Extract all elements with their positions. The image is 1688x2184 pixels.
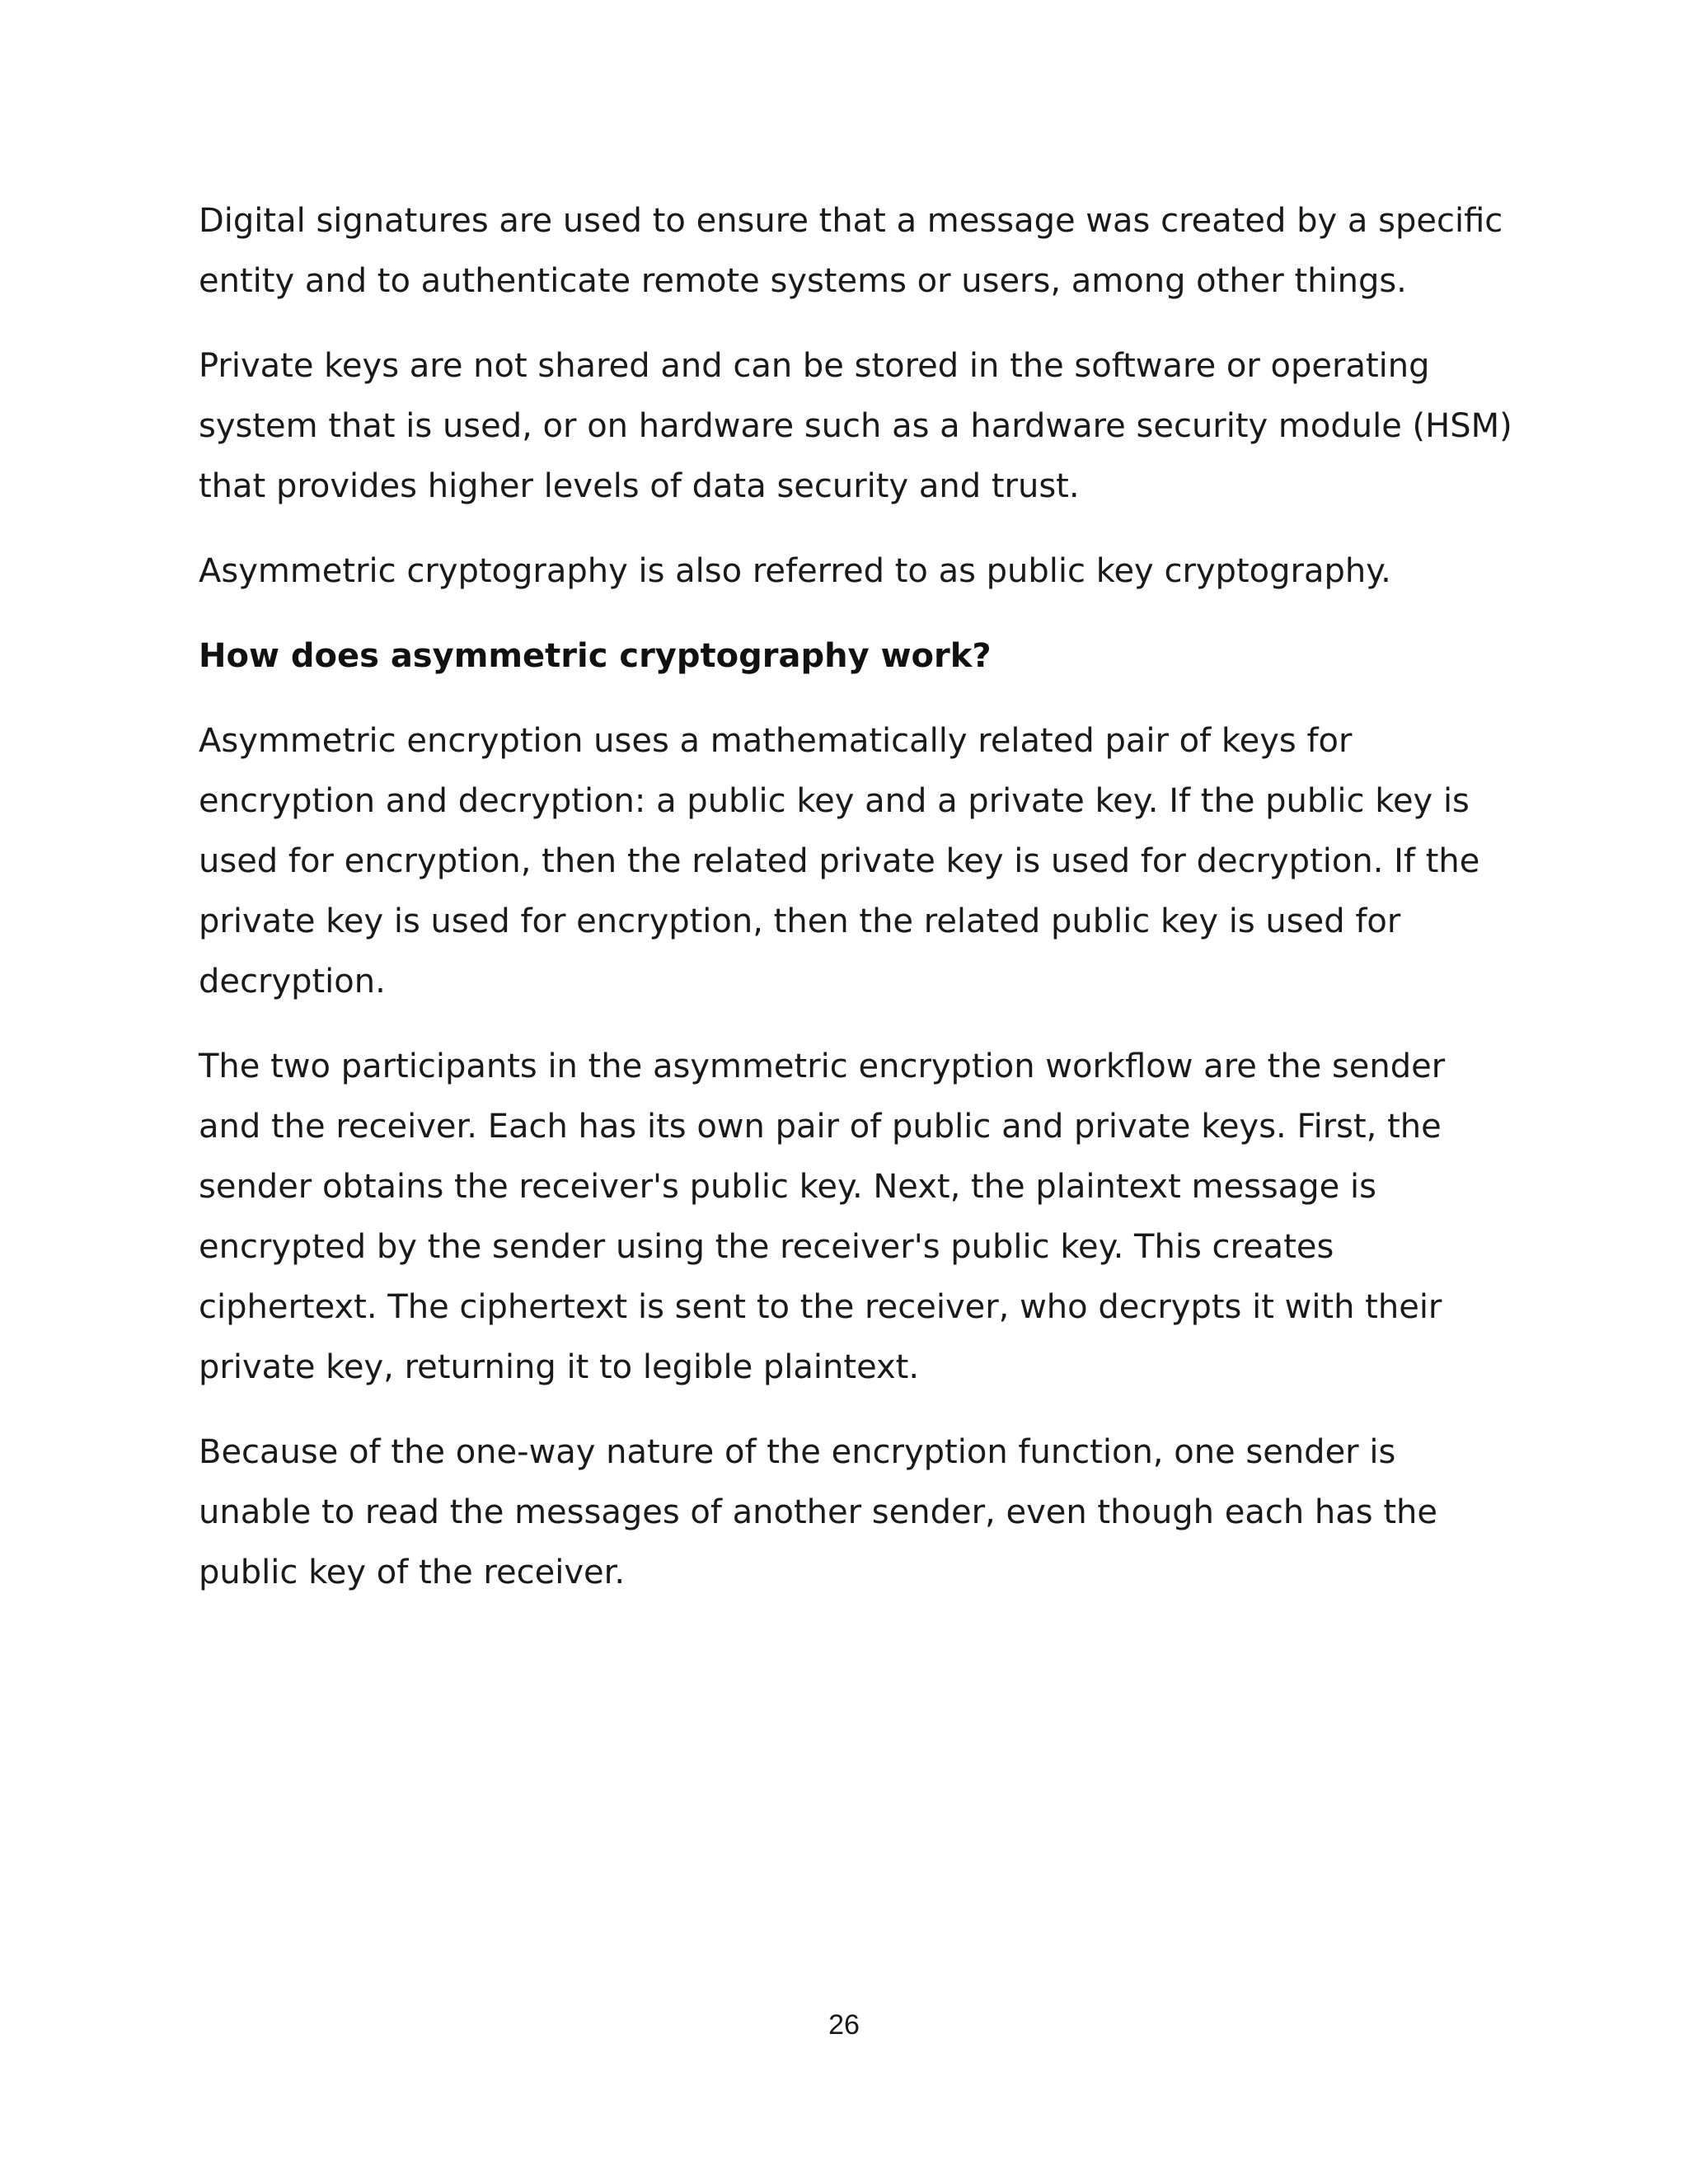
paragraph-asymmetric-definition: Asymmetric cryptography is also referred to as public key cryptography. — [199, 552, 1391, 590]
paragraph-private-keys: Private keys are not shared and can be stored in the software or operating system that is used, or on hardware such as a hardware security module (HSM) that provides higher levels of data security and trust. — [199, 347, 1512, 505]
paragraph-digital-signatures: Digital signatures are used to ensure that a message was created by a specific entity and to authenticate remote systems or users, among other things. — [199, 202, 1503, 300]
page-number: 26 — [828, 2009, 860, 2041]
page-body — [199, 191, 1517, 1628]
paragraph-key-pair: Asymmetric encryption uses a mathematically related pair of keys for encryption and decryption: a public key and a private key. If the public key is used for encryption, then the related private key is used for decryption. If the private key is used for encryption, then the related public key is used for decryption. — [199, 722, 1480, 1001]
paragraph-workflow: The two participants in the asymmetric encryption workflow are the sender and the receiver. Each has its own pair of public and private keys. First, the sender obtains the receiver's public key. Next, the plaintext message is encrypted by the sender using the receiver's public key. This creates ciphertext. The ciphertext is sent to the receiver, who decrypts it with their private key, returning it to legible plaintext. — [199, 1047, 1446, 1386]
section-heading: How does asymmetric cryptography work? — [199, 637, 992, 675]
paragraph-one-way: Because of the one-way nature of the encryption function, one sender is unable to read the messages of another sender, even though each has the public key of the receiver. — [199, 1433, 1437, 1591]
